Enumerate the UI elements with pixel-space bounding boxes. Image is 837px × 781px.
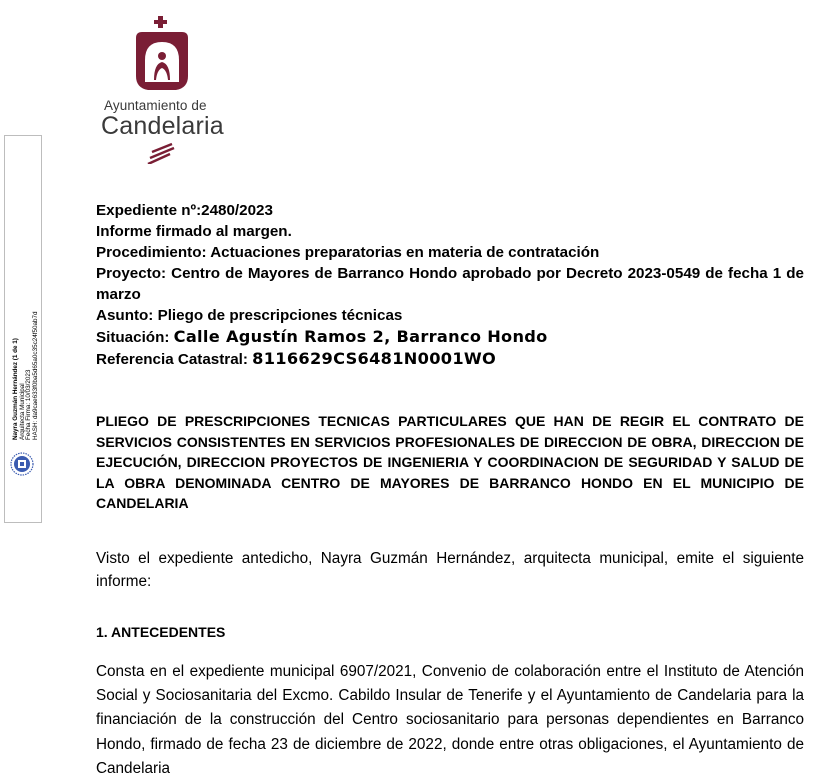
- signer-name: Nayra Guzmán Hernández (1 de 1): [12, 338, 19, 440]
- informe-line: Informe firmado al margen.: [96, 223, 292, 240]
- signature-hash: HASH: da9cae633f0ba5d65a0c35c24f50ab7d: [31, 311, 39, 440]
- candelaria-logo-icon: [100, 14, 224, 164]
- logo-line-1: Ayuntamiento de: [104, 98, 207, 113]
- antecedentes-paragraph: Consta en el expediente municipal 6907/2021, Convenio de colaboración entre el Instituto de Atención Social y Sociosanitaria del Excmo. Cabildo Insular de Tenerife y el Ayuntamiento de Candelaria para la financiación de la construcción del Centro sociosanitario para personas dependientes en Barranco Hondo, firmado de fecha 23 de diciembre de 2022, donde entre otras obligaciones, el Ayuntamiento de Candelaria: [96, 663, 804, 777]
- proyecto-line: Proyecto: Centro de Mayores de Barranco Hondo aprobado por Decreto 2023-0549 de fecha 1 de marzo: [96, 265, 804, 303]
- expediente-line: Expediente nº:2480/2023: [96, 202, 273, 219]
- asunto-line: Asunto: Pliego de prescripciones técnicas: [96, 307, 403, 324]
- pliego-title: PLIEGO DE PRESCRIPCIONES TECNICAS PARTICULARES QUE HAN DE REGIR EL CONTRATO DE SERVICIOS CONSISTENTES EN SERVICIOS PROFESIONALES DE DIRECCION DE OBRA, DIRECCION DE EJECUCIÓN, DIRECCION PROYECTOS DE INGENIERIA Y COORDINACION DE SEGURIDAD Y SALUD DE LA OBRA DENOMINADA CENTRO DE MAYORES DE BARRANCO HONDO EN EL MUNICIPIO DE CANDELARIA: [96, 413, 804, 511]
- referencia-value: 8116629CS6481N0001WO: [252, 349, 497, 368]
- procedimiento-line: Procedimiento: Actuaciones preparatorias en materia de contratación: [96, 244, 600, 261]
- section-heading-antecedentes: 1. ANTECEDENTES: [96, 624, 226, 640]
- document-header: [96, 200, 804, 370]
- signature-text: [13, 312, 39, 441]
- situacion-value: Calle Agustín Ramos 2, Barranco Hondo: [173, 327, 548, 346]
- situacion-line: [96, 326, 804, 348]
- signer-role: Arquitecta Municipal: [18, 383, 26, 440]
- situacion-label: Situación:: [96, 329, 174, 346]
- referencia-label: Referencia Catastral:: [96, 351, 253, 368]
- signature-date: Fecha Firma: 10/03/2023: [25, 369, 33, 440]
- verification-seal-icon: [10, 452, 34, 476]
- logo-line-2: Candelaria: [101, 112, 224, 140]
- intro-paragraph: Visto el expediente antedicho, Nayra Guzmán Hernández, arquitecta municipal, emite el siguiente informe:: [96, 550, 804, 590]
- referencia-line: [96, 348, 804, 370]
